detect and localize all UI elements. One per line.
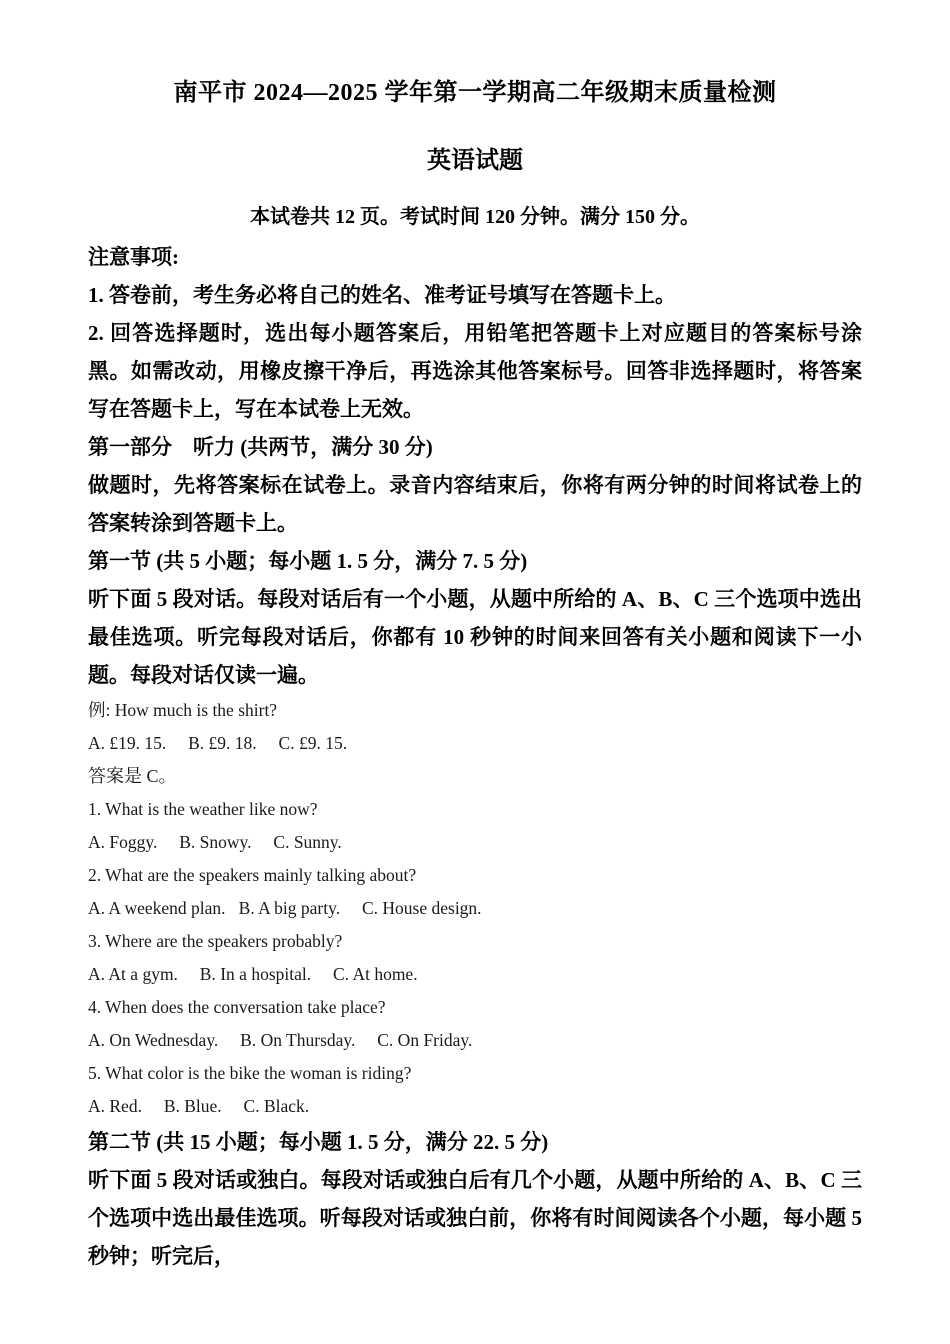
example-options: A. £19. 15. B. £9. 18. C. £9. 15. — [88, 733, 348, 753]
listening-question-2 — [88, 859, 862, 925]
question-text: 2. What are the speakers mainly talking about? — [88, 865, 417, 885]
section2-heading: 第二节 (共 15 小题；每小题 1. 5 分，满分 22. 5 分) — [88, 1130, 549, 1154]
question-text: 1. What is the weather like now? — [88, 799, 318, 819]
listening-question-3 — [88, 925, 862, 991]
question-options: A. On Wednesday. B. On Thursday. C. On Friday. — [88, 1030, 473, 1050]
listening-question-5 — [88, 1057, 862, 1123]
question-text: 5. What color is the bike the woman is riding? — [88, 1063, 412, 1083]
example-answer: 答案是 C。 — [88, 766, 177, 786]
exam-subtitle: 英语试题 — [427, 148, 523, 174]
section2-instructions: 听下面 5 段对话或独白。每段对话或独白后有几个小题，从题中所给的 A、B、C 三个选项中选出最佳选项。听每段对话或独白前，你将有时间阅读各个小题，每小题 5 秒钟；听完后， — [88, 1168, 862, 1268]
part1-heading: 第一部分 听力 (共两节，满分 30 分) — [88, 435, 433, 459]
part1-intro: 做题时，先将答案标在试卷上。录音内容结束后，你将有两分钟的时间将试卷上的答案转涂到答题卡上。 — [88, 473, 862, 535]
exam-meta-line: 本试卷共 12 页。考试时间 120 分钟。满分 150 分。 — [250, 206, 700, 228]
question-text: 3. Where are the speakers probably? — [88, 931, 343, 951]
notice-item-1: 1. 答卷前，考生务必将自己的姓名、准考证号填写在答题卡上。 — [88, 283, 676, 307]
question-options: A. A weekend plan. B. A big party. C. House design. — [88, 898, 482, 918]
question-text: 4. When does the conversation take place? — [88, 997, 386, 1017]
listening-question-1 — [88, 793, 862, 859]
notice-item-2: 2. 回答选择题时，选出每小题答案后，用铅笔把答题卡上对应题目的答案标号涂黑。如需改动，用橡皮擦干净后，再选涂其他答案标号。回答非选择题时，将答案写在答题卡上，写在本试卷上无效。 — [88, 321, 862, 421]
example-question: 例: How much is the shirt? — [88, 700, 278, 720]
section1-heading: 第一节 (共 5 小题；每小题 1. 5 分，满分 7. 5 分) — [88, 549, 528, 573]
notice-heading: 注意事项: — [88, 245, 179, 269]
exam-title: 南平市 2024—2025 学年第一学期高二年级期末质量检测 — [173, 80, 777, 106]
section1-instructions: 听下面 5 段对话。每段对话后有一个小题，从题中所给的 A、B、C 三个选项中选出最佳选项。听完每段对话后，你都有 10 秒钟的时间来回答有关小题和阅读下一小题。每段对话仅读一遍。 — [88, 587, 862, 687]
example-block — [88, 694, 862, 793]
question-options: A. Red. B. Blue. C. Black. — [88, 1096, 310, 1116]
listening-question-4 — [88, 991, 862, 1057]
question-options: A. Foggy. B. Snowy. C. Sunny. — [88, 832, 342, 852]
question-options: A. At a gym. B. In a hospital. C. At home. — [88, 964, 418, 984]
